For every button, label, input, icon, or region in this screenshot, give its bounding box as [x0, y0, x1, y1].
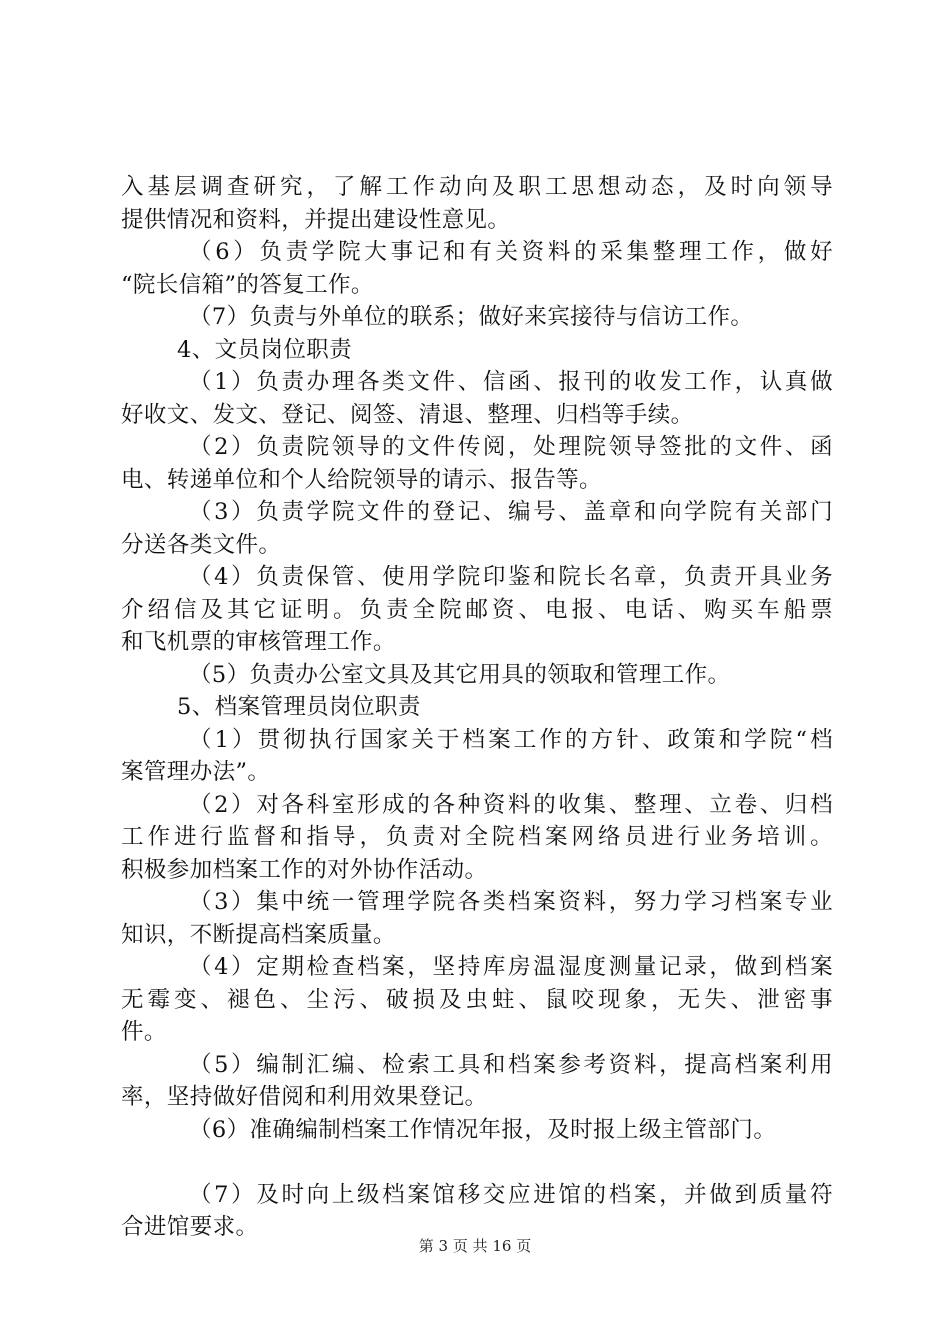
text-line: 件。: [121, 1019, 167, 1045]
text-line: 电、转递单位和个人给院领导的请示、报告等。: [121, 466, 602, 493]
text-line: 率，坚持做好借阅和利用效果登记。: [121, 1084, 488, 1110]
text-line: （1）负责办理各类文件、信函、报刊的收发工作，认真做: [189, 369, 833, 395]
text-line: 入基层调查研究，了解工作动向及职工思想动态，及时向领导: [121, 174, 833, 200]
text-line: （7）及时向上级档案馆移交应进馆的档案，并做到质量符: [189, 1181, 833, 1208]
text-line: 介绍信及其它证明。负责全院邮资、电报、电话、购买车船票: [121, 596, 833, 623]
text-line: （2）负责院领导的文件传阅，处理院领导签批的文件、函: [189, 434, 833, 460]
text-line: （5）编制汇编、检索工具和档案参考资料，提高档案利用: [189, 1051, 833, 1078]
section-heading: 5、档案管理员岗位职责: [177, 694, 421, 720]
text-line: （2）对各科室形成的各种资料的收集、整理、立卷、归档: [189, 791, 833, 818]
text-line: 提供情况和资料，并提出建设性意见。: [121, 206, 511, 233]
text-line: （5）负责办公室文具及其它用具的领取和管理工作。: [189, 661, 731, 688]
text-line: 知识，不断提高档案质量。: [121, 921, 396, 948]
section-heading: 4、文员岗位职责: [177, 336, 353, 363]
text-line: 工作进行监督和指导，负责对全院档案网络员进行业务培训。: [121, 824, 833, 850]
text-line: 好收文、发文、登记、阅签、清退、整理、归档等手续。: [121, 401, 694, 428]
document-body: [121, 171, 833, 1244]
text-line: “院长信箱”的答复工作。: [121, 271, 374, 298]
text-line: （4）定期检查档案，坚持库房温湿度测量记录，做到档案: [189, 954, 833, 980]
page-number-footer: 第 3 页 共 16 页: [418, 1237, 532, 1255]
text-line: （3）集中统一管理学院各类档案资料，努力学习档案专业: [189, 889, 833, 915]
text-line: （6）负责学院大事记和有关资料的采集整理工作，做好: [189, 239, 833, 265]
text-line: （6）准确编制档案工作情况年报，及时报上级主管部门。: [189, 1116, 777, 1143]
text-line: （3）负责学院文件的登记、编号、盖章和向学院有关部门: [189, 499, 833, 525]
blank-gap: [121, 1146, 833, 1179]
text-line: 积极参加档案工作的对外协作活动。: [121, 856, 488, 883]
text-line: （4）负责保管、使用学院印鉴和院长名章，负责开具业务: [189, 564, 833, 590]
text-line: 合进馆要求。: [121, 1214, 259, 1240]
text-line: 无霉变、褪色、尘污、破损及虫蛀、鼠咬现象，无失、泄密事: [121, 986, 833, 1013]
text-line: 案管理办法”。: [121, 759, 271, 785]
text-line: 分送各类文件。: [121, 531, 282, 558]
text-line: （7）负责与外单位的联系；做好来宾接待与信访工作。: [189, 304, 754, 330]
text-line: 和飞机票的审核管理工作。: [121, 629, 396, 655]
text-line: （1）贯彻执行国家关于档案工作的方针、政策和学院“档: [189, 726, 833, 753]
